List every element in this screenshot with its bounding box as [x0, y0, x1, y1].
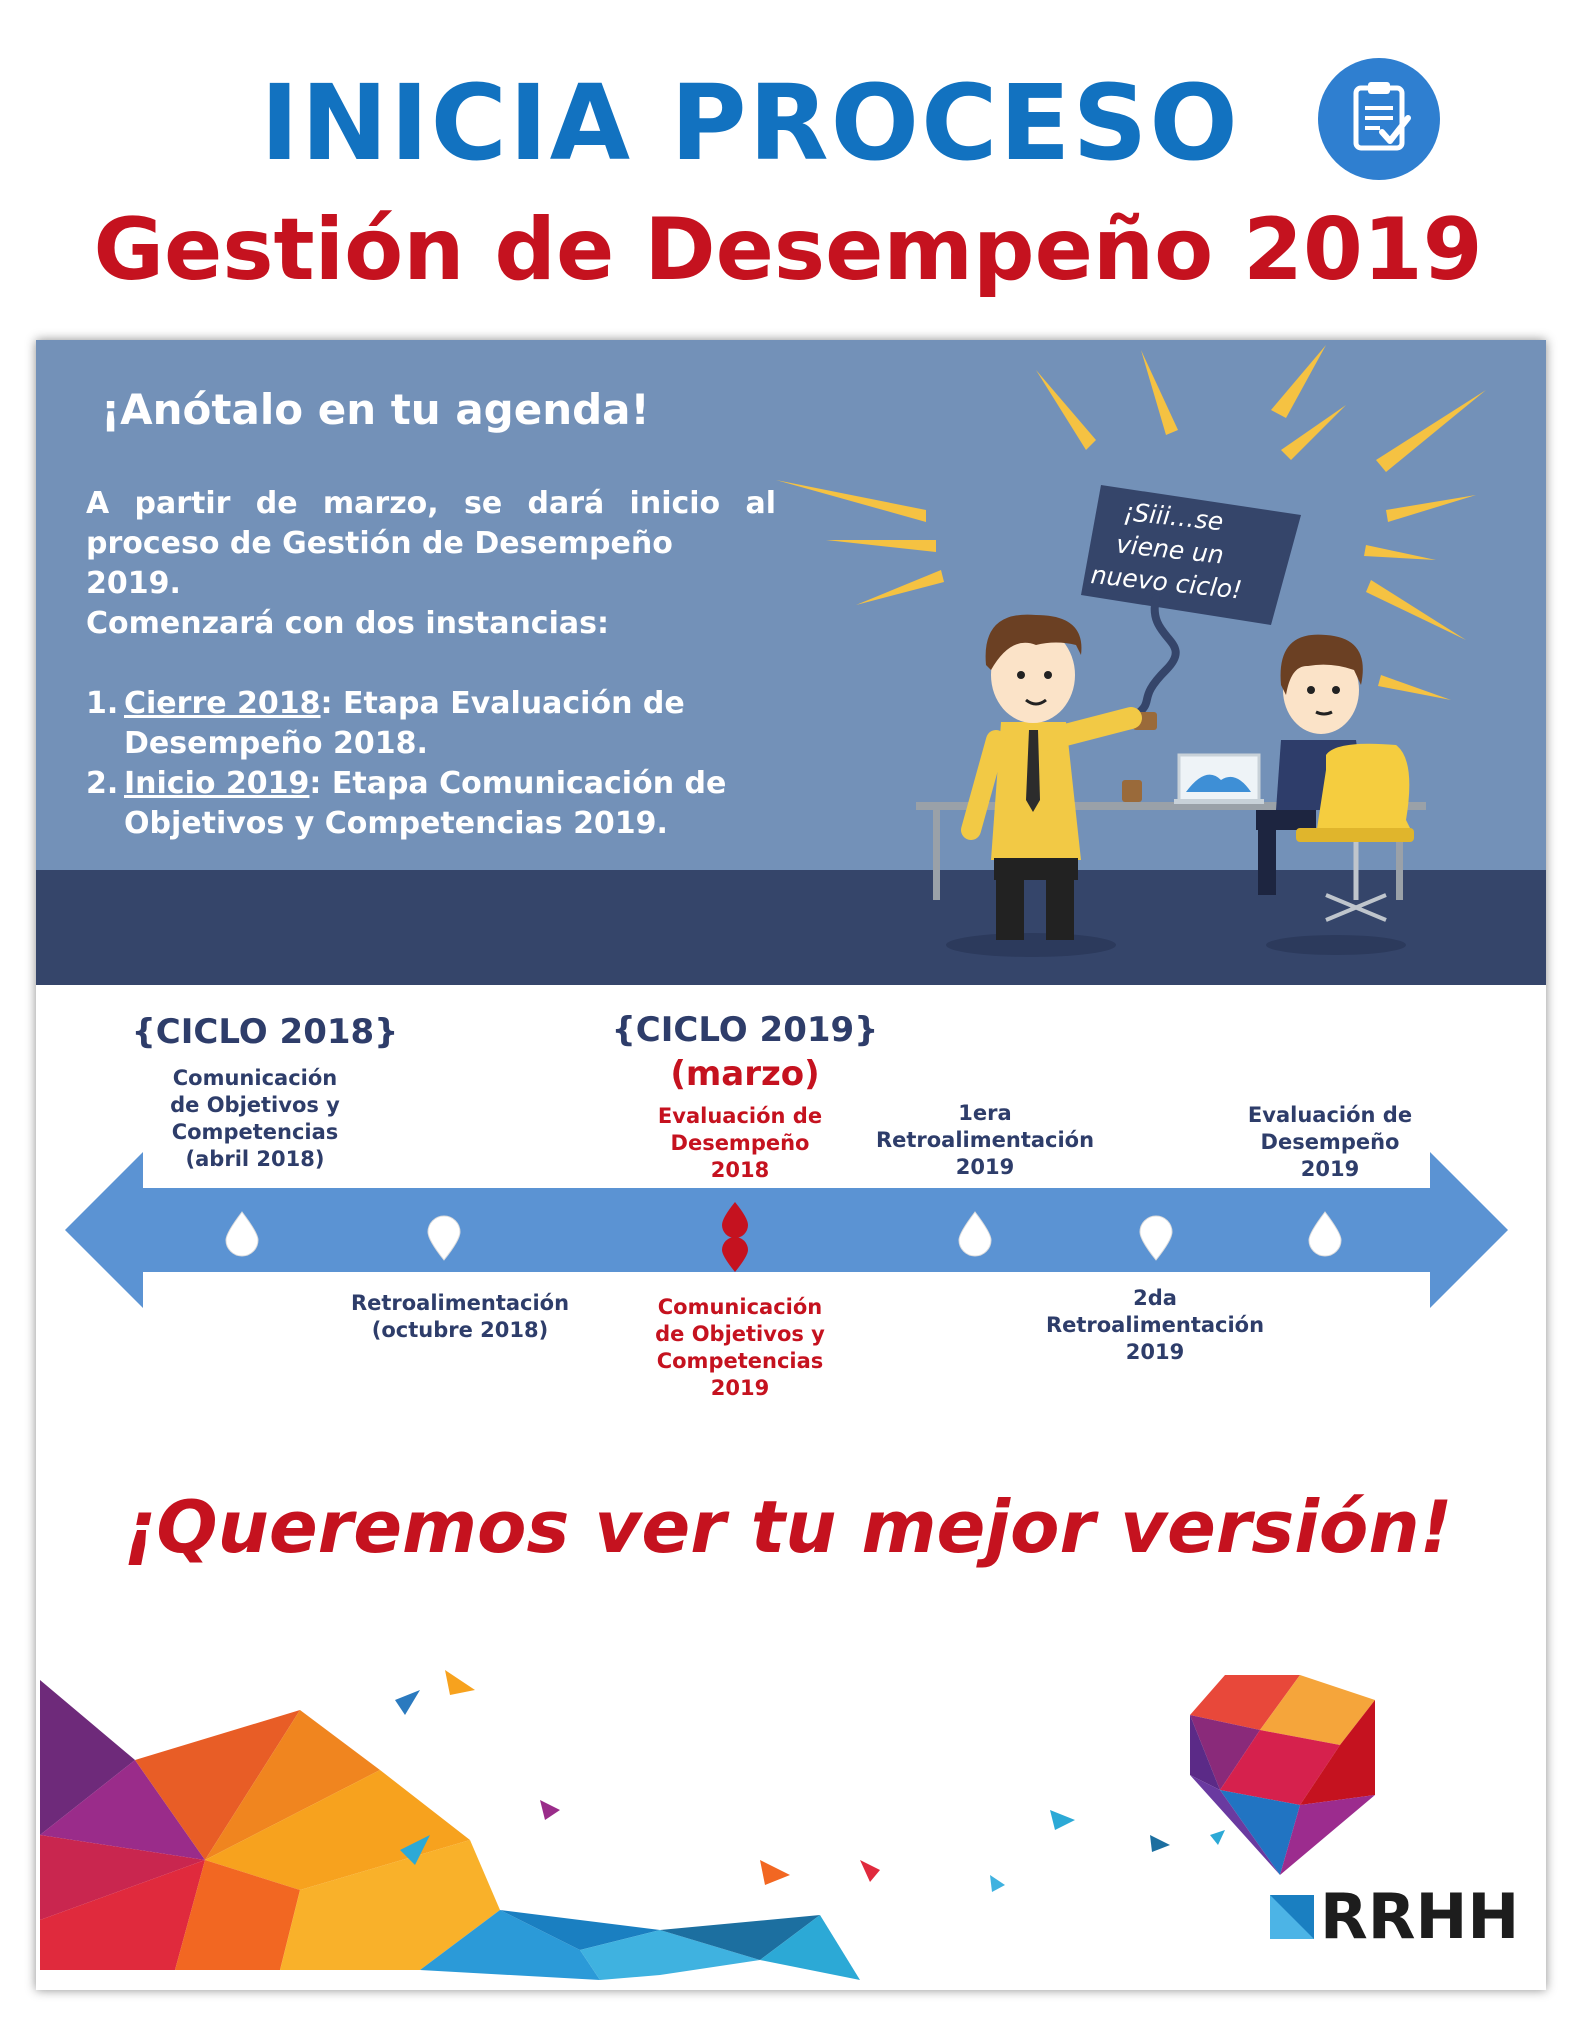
clipboard-check-icon	[1318, 58, 1440, 180]
page-subtitle: Gestión de Desempeño 2019	[93, 200, 1483, 300]
slogan: ¡Queremos ver tu mejor versión!	[123, 1485, 1453, 1569]
rrhh-logo-text: RRHH	[1320, 1880, 1520, 1953]
cycle-2019-label: {CICLO 2019}	[611, 1010, 879, 1050]
clipboard-check-badge	[1318, 58, 1440, 180]
list-item-link: Cierre 2018	[124, 686, 321, 721]
hero-intro-line1: A partir de marzo, se dará inicio al	[86, 486, 776, 521]
milestone-label-highlight: Evaluación de Desempeño 2018	[657, 1104, 823, 1182]
milestone-label: Retroalimentación (octubre 2018)	[350, 1291, 570, 1342]
hero-heading: ¡Anótalo en tu agenda!	[101, 385, 650, 434]
cycle-2019-month: (marzo)	[670, 1054, 820, 1094]
character-left	[946, 615, 1131, 957]
list-item-number: 1.	[86, 686, 119, 721]
bubble-line: nuevo ciclo!	[1089, 559, 1244, 605]
bubble-line: ¡Siii…se	[1122, 497, 1225, 537]
cycle-2018-label: {CICLO 2018}	[131, 1012, 399, 1052]
list-item-text: : Etapa Comunicación de	[309, 766, 727, 801]
rrhh-logo-square-icon	[1270, 1895, 1314, 1939]
list-item-text: : Etapa Evaluación de	[320, 686, 685, 721]
list-item-number: 2.	[86, 766, 119, 801]
milestone-label: Comunicación de Objetivos y Competencias (abril 2018)	[170, 1066, 340, 1171]
hero-instances-intro: Comenzará con dos instancias:	[86, 606, 609, 641]
rrhh-logo-mark	[1180, 1655, 1380, 1885]
milestone-label-highlight: Comunicación de Objetivos y Competencias 2019	[655, 1295, 825, 1400]
laptop	[1174, 755, 1264, 804]
double-arrow	[65, 1152, 1508, 1308]
speech-bubble-text	[1080, 491, 1259, 607]
milestone-label: Evaluación de Desempeño 2019	[1247, 1103, 1413, 1181]
bubble-line: viene un	[1114, 529, 1226, 570]
hero-intro-line2: proceso de Gestión de Desempeño 2019.	[86, 526, 673, 601]
milestone-label: 2da Retroalimentación 2019	[1045, 1286, 1265, 1364]
hero-illustration	[36, 340, 1546, 985]
list-item-text-cont: Objetivos y Competencias 2019.	[124, 806, 668, 841]
list-item-text-cont: Desempeño 2018.	[124, 726, 428, 761]
list-item-link: Inicio 2019	[124, 766, 310, 801]
milestone-label: 1era Retroalimentación 2019	[875, 1101, 1095, 1179]
page-title: INICIA PROCESO	[260, 62, 1240, 184]
hero-banner	[36, 340, 1546, 985]
